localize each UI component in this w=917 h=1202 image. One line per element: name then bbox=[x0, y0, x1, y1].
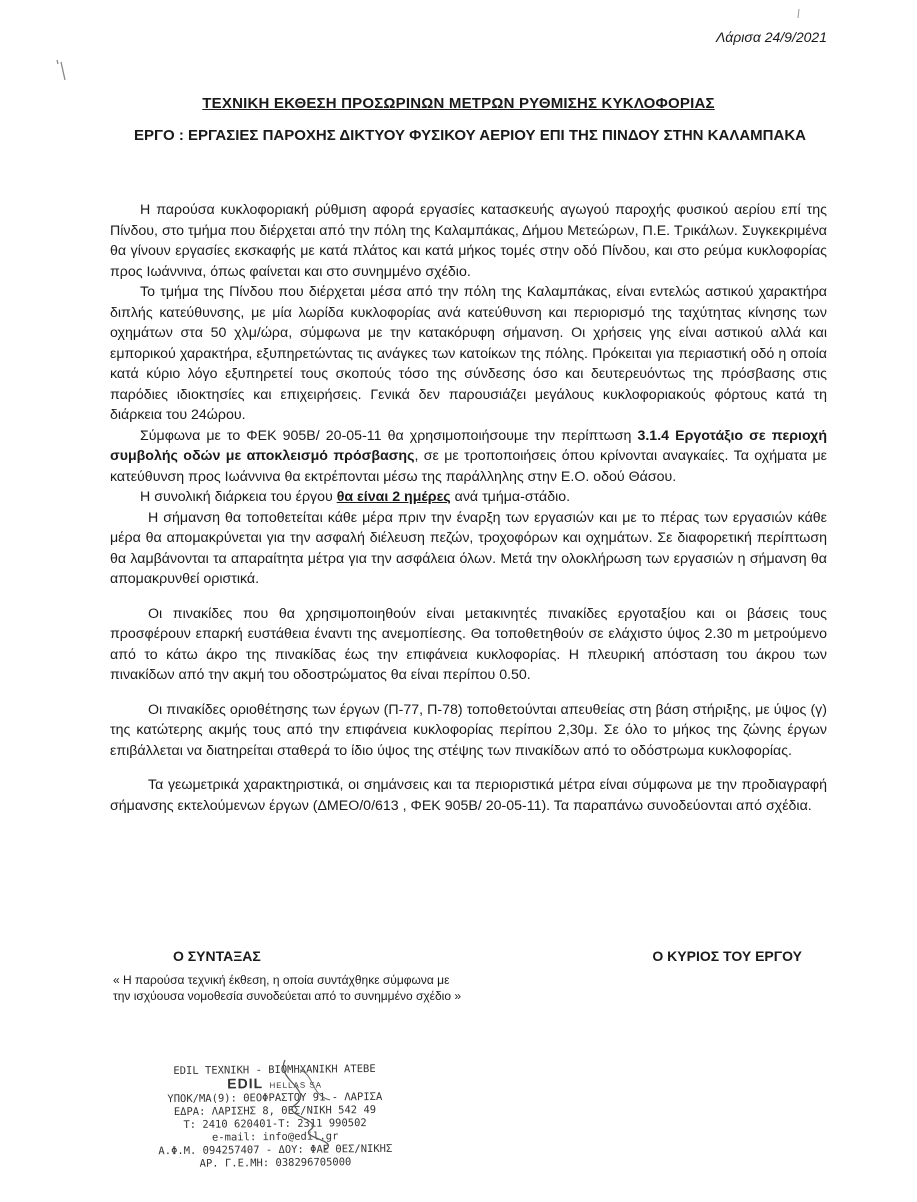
stamp-hq: ΕΔΡΑ: ΛΑΡΙΣΗΣ 8, ΘΕΣ/ΝΙΚΗ 542 49 bbox=[173, 1103, 377, 1119]
project-title: ΕΡΓΟ : ΕΡΓΑΣΙΕΣ ΠΑΡΟΧΗΣ ΔΙΚΤΥΟΥ ΦΥΣΙΚΟΥ ΑΕΡΙΟΥ ΕΠΙ ΤΗΣ ΠΙΝΔΟΥ ΣΤΗΝ ΚΑΛΑΜΠΑΚΑ bbox=[134, 127, 806, 144]
owner-label: Ο ΚΥΡΙΟΣ ΤΟΥ ΕΡΓΟΥ bbox=[652, 948, 802, 964]
stamp-branch: ΥΠΟΚ/ΜΑ(9): ΘΕΟΦΡΑΣΤΟΥ 91 - ΛΑΡΙΣΑ bbox=[167, 1090, 383, 1106]
stamp-gemi: ΑΡ. Γ.Ε.ΜΗ: 038296705000 bbox=[199, 1156, 352, 1170]
paragraph-specifications: Τα γεωμετρικά χαρακτηριστικά, οι σημάνσεις και τα περιοριστικά μέτρα είναι σύμφωνα με την προδιαγραφή σήμανσης εκτελούμενων έργων (ΔΜΕΟ/0/613 , ΦΕΚ 905Β/ 20-05-11). Τα παραπάνω συνοδεύονται από σχέδια. bbox=[110, 777, 827, 814]
paragraph-duration bbox=[110, 487, 827, 508]
handwritten-signature bbox=[255, 1050, 395, 1160]
report-title: ΤΕΧΝΙΚΗ ΕΚΘΕΣΗ ΠΡΟΣΩΡΙΝΩΝ ΜΕΤΡΩΝ ΡΥΘΜΙΣΗΣ ΚΥΚΛΟΦΟΡΙΑΣ bbox=[202, 95, 715, 112]
author-note: « Η παρούσα τεχνική έκθεση, η οποία συντάχθηκε σύμφωνα με την ισχύουσα νομοθεσία συνοδεύεται από το συνημμένο σχέδιο » bbox=[113, 973, 462, 1003]
regulation-case: 3.1.4 Εργοτάξιο σε περιοχή συμβολής οδών με αποκλεισμό πρόσβασης bbox=[110, 427, 827, 464]
paragraph-regulation bbox=[110, 426, 827, 488]
report-body bbox=[110, 200, 827, 816]
stamp-logo-text: EDIL bbox=[227, 1075, 264, 1092]
stamp-phone: Τ: 2410 620401-Τ: 2311 990502 bbox=[183, 1117, 367, 1131]
regulation-text: Σύμφωνα με το ΦΕΚ 905Β/ 20-05-11 θα χρησιμοποιήσουμε την περίπτωση bbox=[140, 427, 638, 444]
duration-text: Η συνολική διάρκεια του έργου bbox=[140, 489, 337, 505]
paragraph-signage-placement: Η σήμανση θα τοποθετείται κάθε μέρα πριν την έναρξη των εργασιών και με το πέρας των εργασιών κάθε μέρα θα απομακρύνεται για την ασφαλή διέλευση πεζών, τροχοφόρων και οχημάτων. Σε διαφορετική περίπτωση θα λαμβάνονται τα απαραίτητα μέτρα για την ασφάλεια όλων. Μετά την ολοκλήρωση των εργασιών η σήμανση θα απομακρυνθεί οριστικά. bbox=[110, 509, 827, 587]
stamp-email: e-mail: info@edil.gr bbox=[211, 1130, 339, 1144]
stamp-company-name: EDIL ΤΕΧΝΙΚΗ - ΒΙΟΜΗΧΑΝΙΚΗ ΑΤΕΒΕ bbox=[173, 1062, 376, 1078]
duration-value: θα είναι 2 ημέρες bbox=[336, 489, 451, 505]
author-label: Ο ΣΥΝΤΑΞΑΣ bbox=[173, 948, 261, 964]
regulation-text-cont: , σε με τροποποιήσεις όπου κρίνονται αναγκαίες. Τα οχήματα με κατεύθυνση προς Ιωάννινα θα εκτρέπονται μέσω της παράλληλης στην Ε.Ο. οδού Θάσου. bbox=[110, 448, 827, 485]
stamp-vat: Α.Φ.Μ. 094257407 - ΔΟΥ: ΦΑΕ ΘΕΣ/ΝΙΚΗΣ bbox=[158, 1142, 393, 1158]
stamp-logo-sub: HELLAS SA bbox=[269, 1080, 323, 1091]
paragraph-sign-height: Οι πινακίδες που θα χρησιμοποιηθούν είναι μετακινητές πινακίδες εργοταξίου και οι βάσεις τους προσφέρουν επαρκή ευστάθεια έναντι της ανεμοπίεσης. Θα τοποθετηθούν σε ελάχιστο ύψος 2.30 m μετρούμενο από το κάτω άκρο της πινακίδας έως την επιφάνεια κυκλοφορίας. Η πλευρική απόσταση του άκρου των πινακίδων από την ακμή του οδοστρώματος θα είναι περίπου 0.50. bbox=[110, 605, 827, 683]
paragraph-boundary-signs: Οι πινακίδες οριοθέτησης των έργων (Π-77, Π-78) τοποθετούνται απευθείας στη βάση στήριξης, με ύψος (γ) της κατώτερης ακμής τους από την επιφάνεια κυκλοφορίας περίπου 2,30μ. Σε όλο το μήκος της ζώνης έργων επιβάλλεται να διατηρείται σταθερά το ίδιο ύψος της στέψης των πινακίδων από το οδόστρωμα κυκλοφορίας. bbox=[110, 701, 827, 759]
document-date: Λάρισα 24/9/2021 bbox=[715, 29, 827, 45]
duration-text-cont: ανά τμήμα-στάδιο. bbox=[450, 489, 571, 505]
paragraph-road-description: Το τμήμα της Πίνδου που διέρχεται μέσα από την πόλη της Καλαμπάκας, είναι εντελώς αστικού χαρακτήρα διπλής κατεύθυνσης, με μία λωρίδα κυκλοφορίας ανά κατεύθυνση και περιορισμό της ταχύτητας κίνησης των οχημάτων στα 50 χλμ/ώρα, σύμφωνα με την κατακόρυφη σήμανση. Οι χρήσεις γης είναι αστικού αλλά και εμπορικού χαρακτήρα, εξυπηρετώντας τις ανάγκες των κατοίκων της πόλης. Πρόκειται για περιαστική οδό η οποία κατά κύριο λόγο εξυπηρετεί τους σκοπούς τόσο της σύνδεσης όσο και δευτερευόντως της πρόσβασης στις παρόδιες ιδιοκτησίες και επιχειρήσεις. Γενικά δεν παρουσιάζει μεγάλους κυκλοφοριακούς φόρτους κατά τη διάρκεια του 24ώρου. bbox=[110, 284, 827, 423]
scan-mark bbox=[55, 58, 69, 84]
scan-mark bbox=[796, 8, 802, 20]
paragraph-scope: Η παρούσα κυκλοφοριακή ρύθμιση αφορά εργασίες κατασκευής αγωγού παροχής φυσικού αερίου επί της Πίνδου, στο τμήμα που διέρχεται από την πόλη της Καλαμπάκας, Δήμου Μετεώρων, Π.Ε. Τρικάλων. Συγκεκριμένα θα γίνουν εργασίες εκσκαφής με κατά πλάτος και κατά μήκος τομές στην οδό Πίνδου, και στο ρεύμα κυκλοφορίας προς Ιωάννινα, όπως φαίνεται και στο συνημμένο σχέδιο. bbox=[110, 202, 827, 280]
